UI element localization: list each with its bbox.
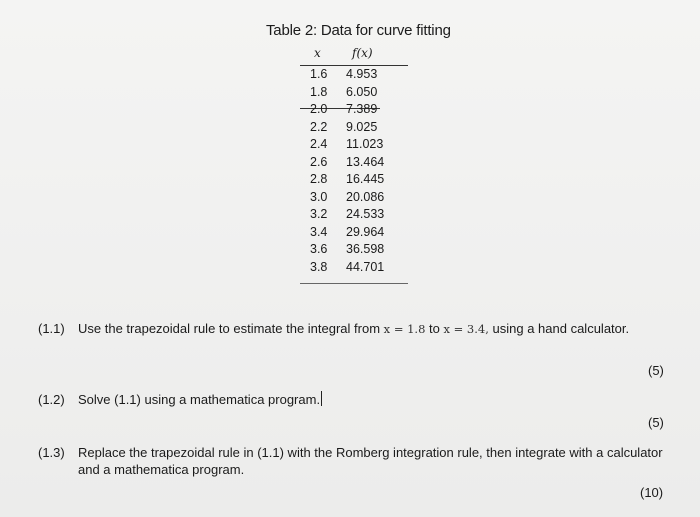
table-row [300,171,408,189]
text-cursor [321,391,322,406]
data-table [300,44,408,274]
cell-fx: 6.050 [346,84,378,99]
table-row [300,224,408,242]
question-1-1 [38,320,678,356]
cell-x: 3.6 [310,242,328,256]
question-number: (1.3) [38,445,65,460]
math-upper-bound: x = 3.4, [443,322,489,336]
cell-fx: 36.598 [346,242,385,256]
table-row [300,259,408,277]
cell-fx: 16.445 [346,172,385,186]
question-number: (1.1) [38,321,65,336]
table-bottom-rule [300,283,408,284]
table-row [300,119,408,137]
table-row [300,66,408,84]
cell-x: 2.0 [310,102,328,116]
cell-fx: 29.964 [346,224,385,239]
table-row [300,101,408,119]
table-row [300,189,408,207]
table-row [300,206,408,224]
table-row [300,136,408,154]
cell-x: 2.8 [310,172,328,186]
cell-fx: 9.025 [346,119,378,134]
header-x: x [314,46,321,60]
marks-1-3: (10) [640,485,664,500]
table-header [300,44,408,64]
question-text: Use the trapezoidal rule to estimate the integral from x = 1.8 to x = 3.4, using a hand calculator. [78,321,630,336]
table-caption: Table 2: Data for curve fitting [266,22,451,39]
cell-x: 2.6 [310,154,328,169]
question-number: (1.2) [38,392,65,407]
cell-fx: 4.953 [346,67,378,81]
question-text: Solve (1.1) using a mathematica program. [78,392,321,407]
cell-x: 3.4 [310,224,328,239]
cell-fx: 24.533 [346,207,385,221]
cell-fx: 11.023 [346,137,384,151]
table-body [300,66,408,276]
table-row [300,154,408,172]
marks-1-2: (5) [648,415,664,430]
cell-x: 1.8 [310,84,328,99]
question-1-3 [38,444,678,480]
cell-fx: 44.701 [346,259,385,274]
marks-1-1: (5) [648,363,664,378]
cell-fx: 20.086 [346,189,385,204]
header-fx: f(x) [352,46,373,60]
cell-x: 3.2 [310,207,328,221]
cell-fx: 13.464 [346,154,385,169]
cell-x: 3.0 [310,189,328,204]
table-row [300,84,408,102]
math-lower-bound: x = 1.8 [383,322,426,336]
cell-x: 3.8 [310,259,328,274]
cell-fx: 7.389 [346,102,378,116]
cell-x: 2.2 [310,119,328,134]
table-row [300,241,408,259]
question-1-2 [38,391,678,409]
cell-x: 1.6 [310,67,328,81]
question-text: Replace the trapezoidal rule in (1.1) with the Romberg integration rule, then integrate with a calculator and a mathematica program. [78,445,663,477]
cell-x: 2.4 [310,137,328,151]
